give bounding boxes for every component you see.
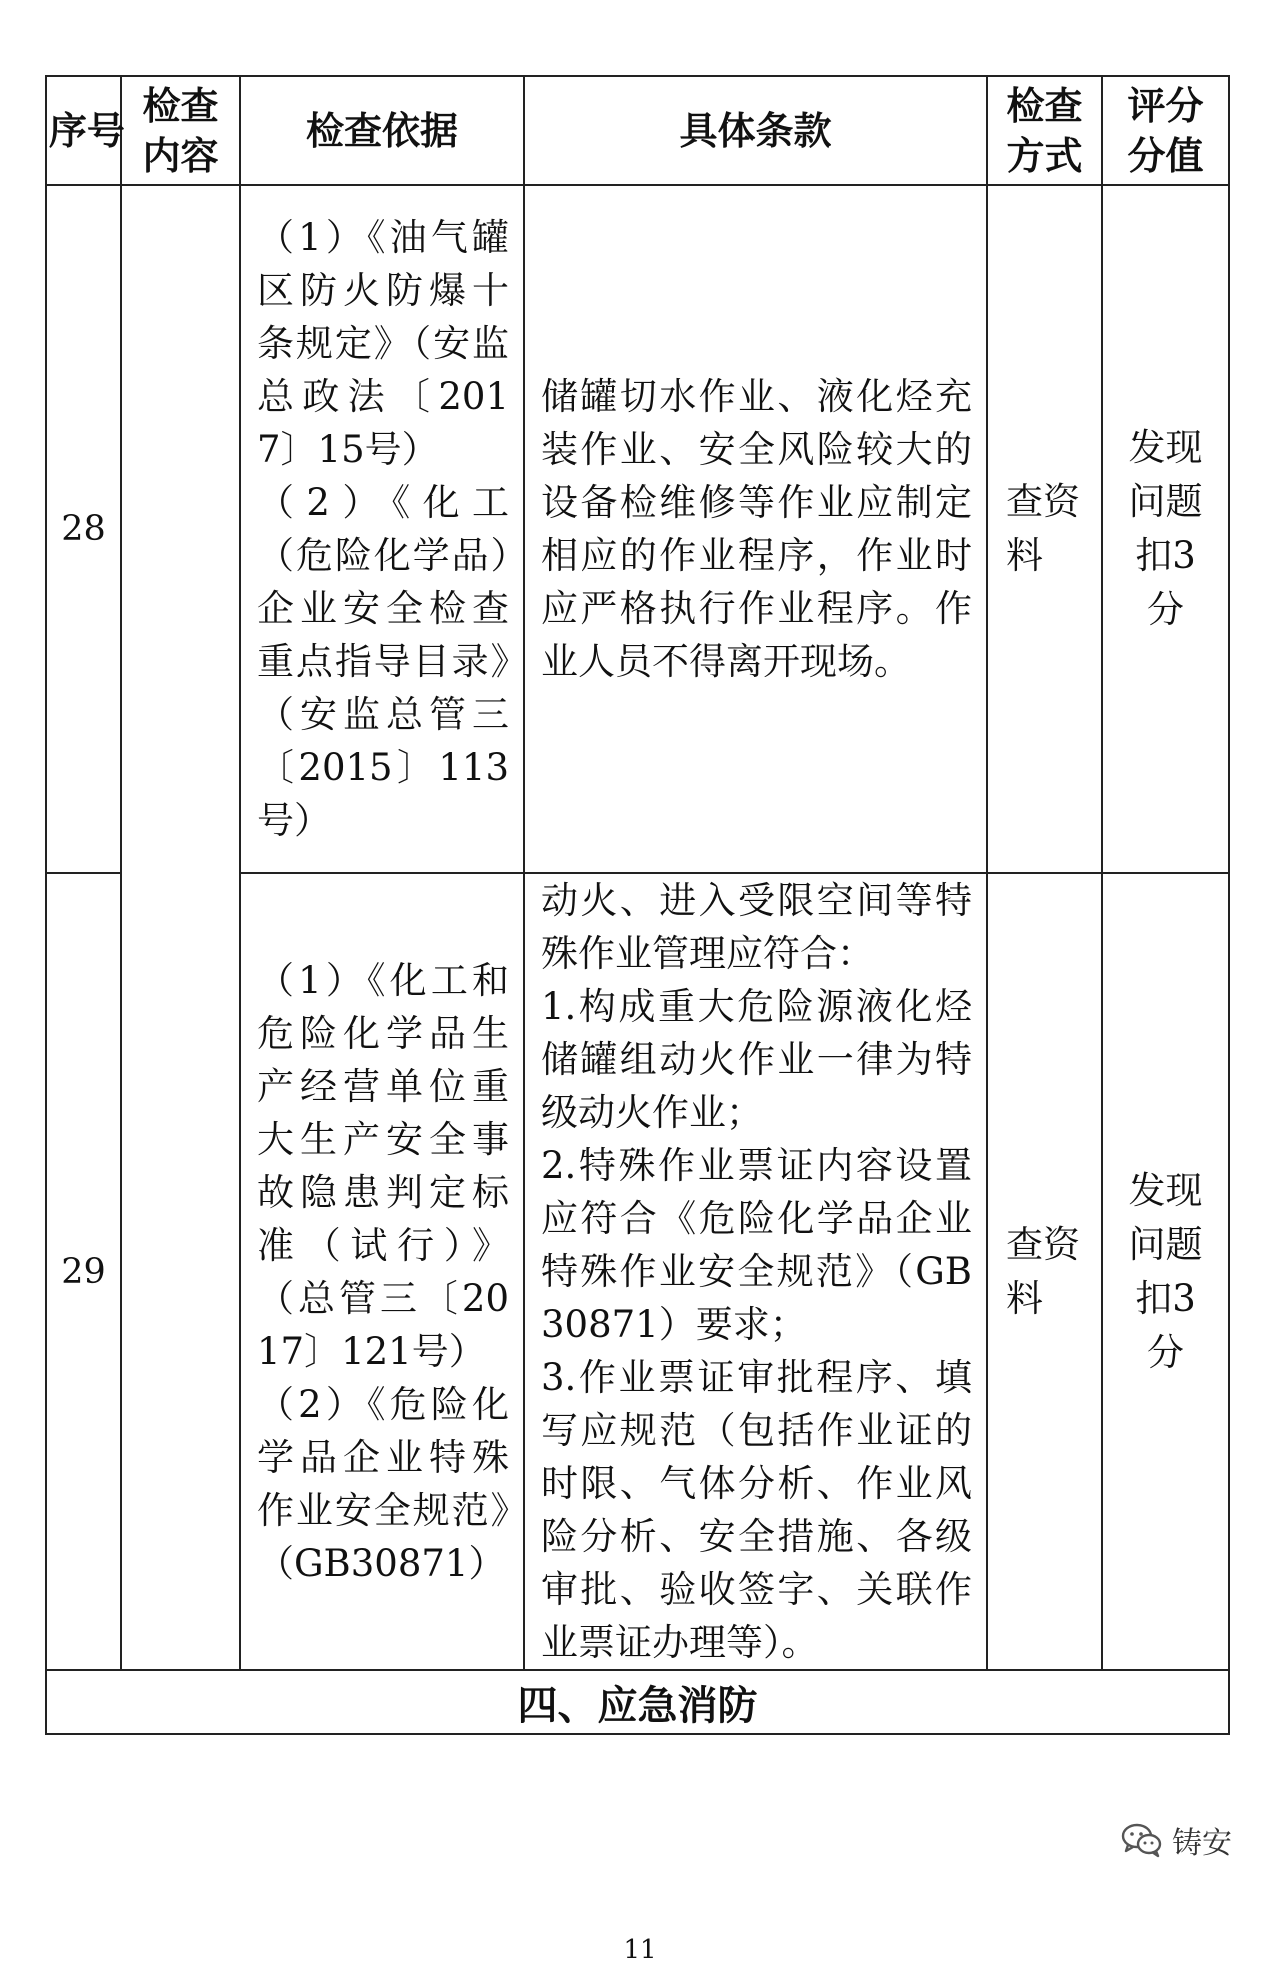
text-line: （2）《危险化学品企业特殊作业安全规范》（GB30871） (257, 1382, 509, 1585)
page-number: 11 (623, 1935, 657, 1965)
row-method: 查资料 (987, 185, 1102, 873)
header-seq: 序号 (46, 76, 121, 185)
watermark-text: 铸安 (1172, 1826, 1232, 1861)
row-seq: 29 (46, 873, 121, 1670)
row-terms (524, 873, 987, 1670)
text-line: （1）《化工和危险化学品生产经营单位重大生产安全事故隐患判定标准（试行）》（总管三〔2017〕121号） (257, 958, 509, 1373)
text-line: 1.构成重大危险源液化烃储罐组动火作业一律为特级动火作业； (541, 985, 972, 1134)
header-terms: 具体条款 (524, 76, 987, 185)
row-terms (524, 185, 987, 873)
row-content-merged (121, 185, 240, 1670)
text-line: 3.作业票证审批程序、填写应规范（包括作业证的时限、气体分析、作业风险分析、安全措施、各级审批、验收签字、关联作业票证办理等）。 (541, 1356, 972, 1664)
section-row (46, 1670, 1229, 1734)
row-method: 查资料 (987, 873, 1102, 1670)
watermark (1120, 1818, 1232, 1862)
text-line: （1）《油气罐区防火防爆十条规定》（安监总政法〔2017〕15号） (257, 216, 509, 471)
header-content: 检查内容 (121, 76, 240, 185)
inspection-table (45, 75, 1230, 1735)
text-line: 2.特殊作业票证内容设置应符合《危险化学品企业特殊作业安全规范》（GB30871）要求； (541, 1144, 972, 1346)
row-basis (240, 185, 524, 873)
row-score: 发现问题扣3分 (1102, 185, 1229, 873)
wechat-icon (1120, 1820, 1164, 1860)
row-score: 发现问题扣3分 (1102, 873, 1229, 1670)
section-title: 四、应急消防 (46, 1670, 1229, 1734)
row-basis (240, 873, 524, 1670)
row-seq: 28 (46, 185, 121, 873)
text-line: 动火、进入受限空间等特殊作业管理应符合： (541, 879, 972, 975)
header-basis: 检查依据 (240, 76, 524, 185)
text-line: 储罐切水作业、液化烃充装作业、安全风险较大的设备检维修等作业应制定相应的作业程序，作业时应严格执行作业程序。作业人员不得离开现场。 (541, 375, 972, 683)
text-line: （2）《化工（危险化学品）企业安全检查重点指导目录》（安监总管三〔2015〕113号） (257, 481, 509, 842)
table-row (46, 185, 1229, 873)
header-score: 评分分值 (1102, 76, 1229, 185)
table-header-row (46, 76, 1229, 185)
header-method: 检查方式 (987, 76, 1102, 185)
